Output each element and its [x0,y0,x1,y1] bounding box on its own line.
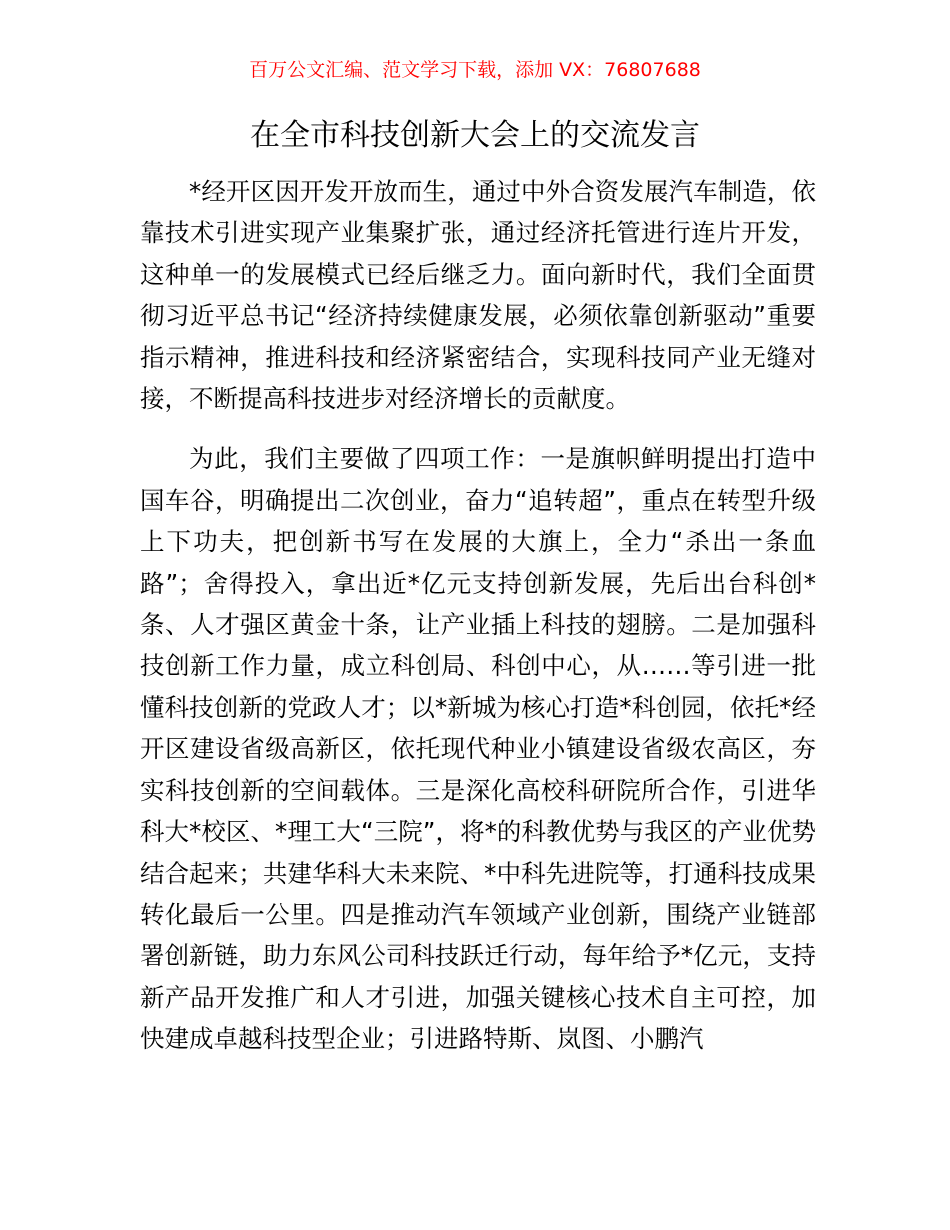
document-body [140,171,816,1060]
document-title: 在全市科技创新大会上的交流发言 [250,118,700,153]
paragraph-1: *经开区因开发开放而生，通过中外合资发展汽车制造，依靠技术引进实现产业集聚扩张，通过经济托管进行连片开发，这种单一的发展模式已经后继乏力。面向新时代，我们全面贯彻习近平总书记“经济持续健康发展，必须依靠创新驱动”重要指示精神，推进科技和经济紧密结合，实现科技同产业无缝对接，不断提高科技进步对经济增长的贡献度。 [140,177,816,414]
header-watermark-note: 百万公文汇编、范文学习下载，添加 VX：76807688 [249,59,701,81]
paragraph-2: 为此，我们主要做了四项工作：一是旗帜鲜明提出打造中国车谷，明确提出二次创业，奋力“追转超”，重点在转型升级上下功夫，把创新书写在发展的大旗上，全力“杀出一条血路”；舍得投入，拿出近*亿元支持创新发展，先后出台科创*条、人才强区黄金十条，让产业插上科技的翅膀。二是加强科技创新工作力量，成立科创局、科创中心，从……等引进一批懂科技创新的党政人才；以*新城为核心打造*科创园，依托*经开区建设省级高新区，依托现代种业小镇建设省级农高区，夯实科技创新的空间载体。三是深化高校科研院所合作，引进华科大*校区、*理工大“三院”，将*的科教优势与我区的产业优势结合起来；共建华科大未来院、*中科先进院等，打通科技成果转化最后一公里。四是推动汽车领域产业创新，围绕产业链部署创新链，助力东风公司科技跃迁行动，每年给予*亿元，支持新产品开发推广和人才引进，加强关键核心技术自主可控，加快建成卓越科技型企业；引进路特斯、岚图、小鹏汽 [140,444,816,1054]
